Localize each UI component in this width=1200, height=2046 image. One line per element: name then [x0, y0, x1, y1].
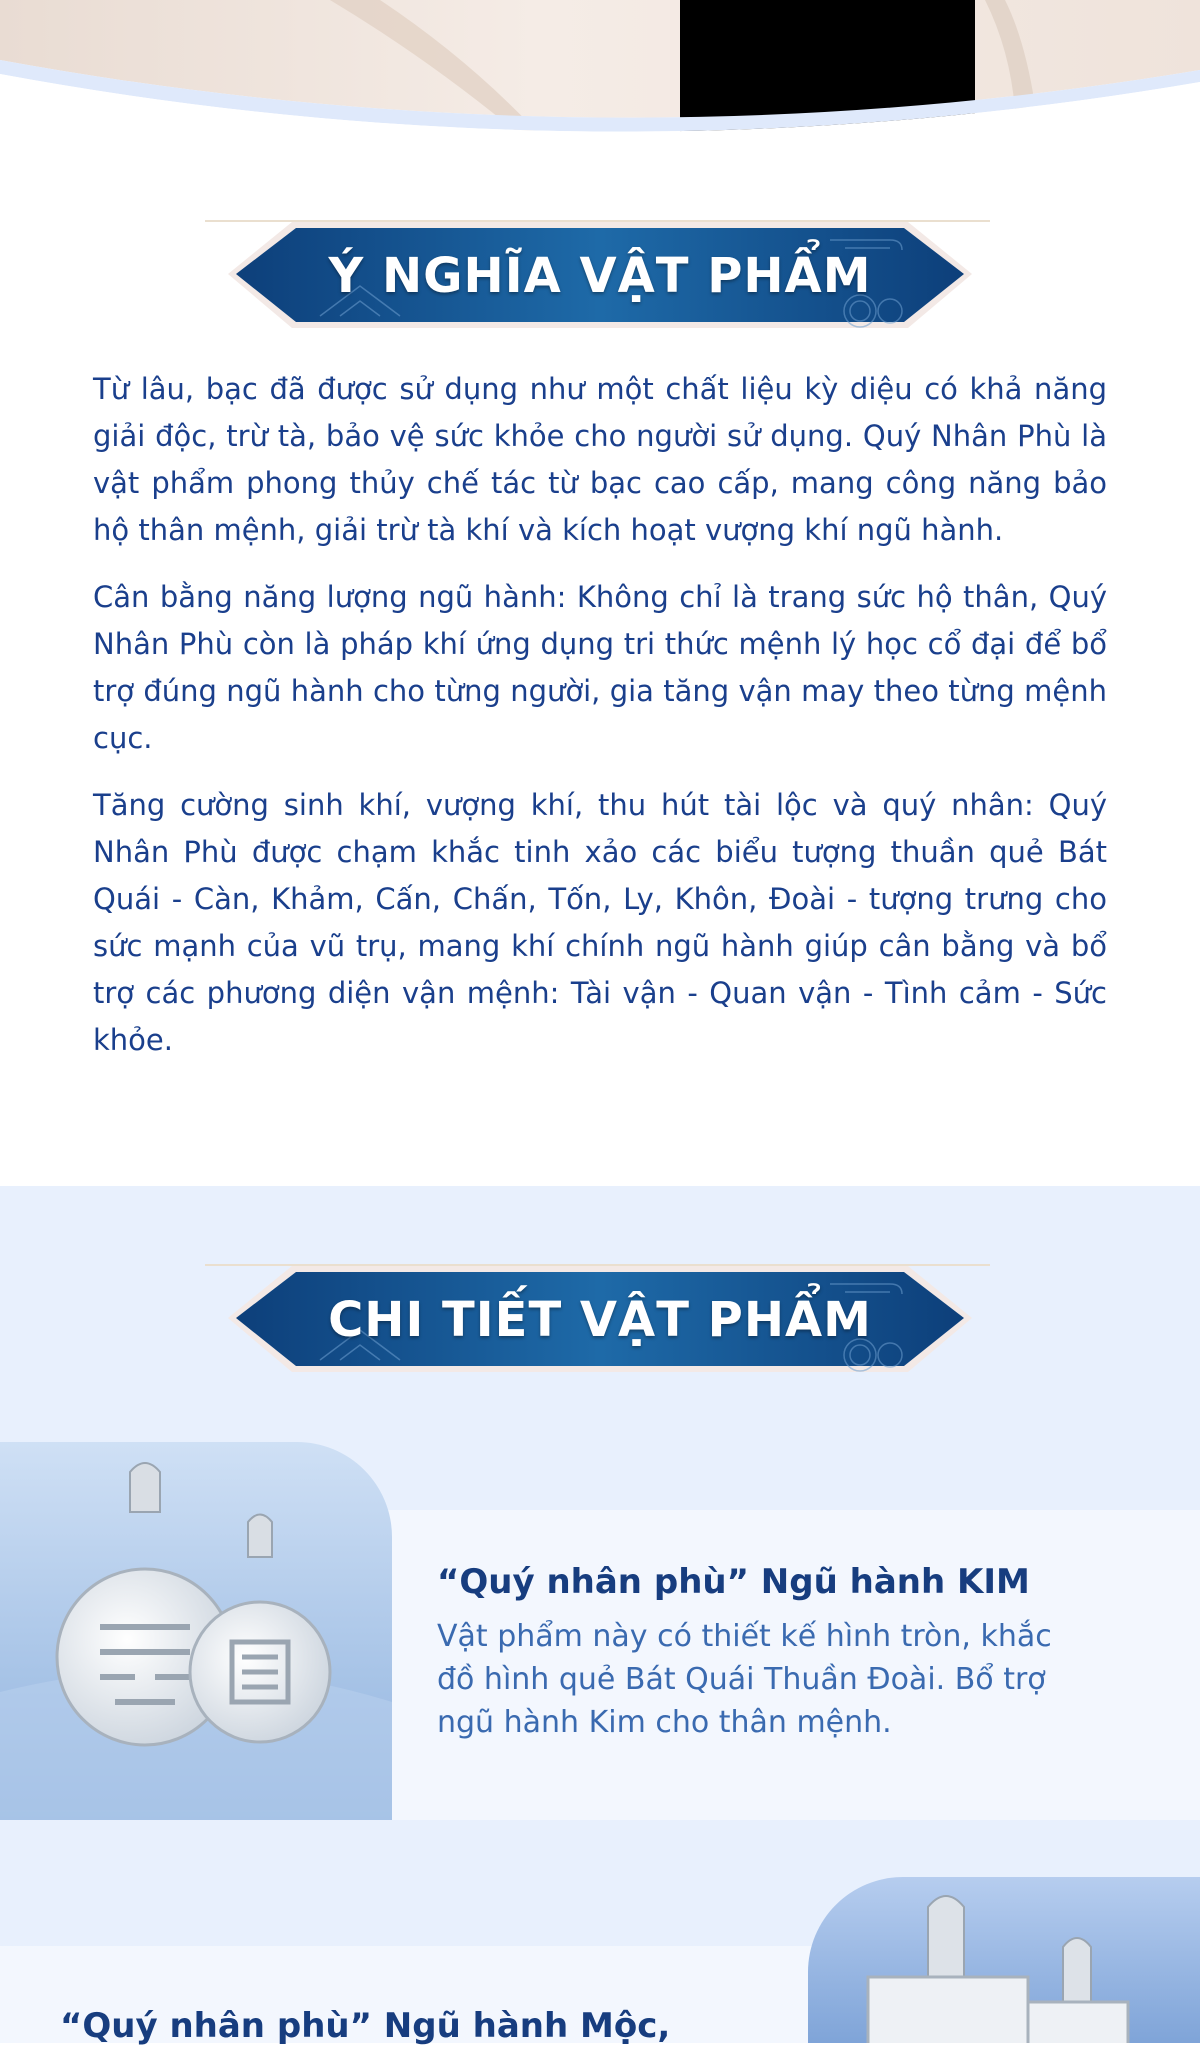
- product-title-kim: “Quý nhân phù” Ngũ hành KIM: [437, 1562, 1030, 1602]
- section-banner-meaning: [0, 216, 1200, 336]
- section-title: Ý NGHĨA VẬT PHẨM: [328, 248, 872, 304]
- product-image-moc: [808, 1877, 1200, 2043]
- product-description-kim: Vật phẩm này có thiết kế hình tròn, khắc đồ hình quẻ Bát Quái Thuần Đoài. Bổ trợ ngũ hành Kim cho thân mệnh.: [437, 1619, 1052, 1740]
- paragraph: Tăng cường sinh khí, vượng khí, thu hút tài lộc và quý nhân: Quý Nhân Phù được chạm khắc tinh xảo các biểu tượng thuần quẻ Bát Quái - Càn, Khảm, Cấn, Chấn, Tốn, Ly, Khôn, Đoài - tượng trưng cho sức mạnh của vũ trụ, mang khí chính ngũ hành giúp cân bằng và bổ trợ các phương diện vận mệnh: Tài vận - Quan vận - Tình cảm - Sức khỏe.: [93, 788, 1107, 1057]
- paragraph: Từ lâu, bạc đã được sử dụng như một chất liệu kỳ diệu có khả năng giải độc, trừ tà, bảo vệ sức khỏe cho người sử dụng. Quý Nhân Phù là vật phẩm phong thủy chế tác từ bạc cao cấp, mang công năng bảo hộ thân mệnh, giải trừ tà khí và kích hoạt vượng khí ngũ hành.: [93, 372, 1107, 547]
- paragraph: Cân bằng năng lượng ngũ hành: Không chỉ là trang sức hộ thân, Quý Nhân Phù còn là pháp khí ứng dụng tri thức mệnh lý học cổ đại để bổ trợ đúng ngũ hành cho từng người, gia tăng vận may theo từng mệnh cục.: [93, 580, 1107, 755]
- section-title: CHI TIẾT VẬT PHẨM: [328, 1292, 872, 1348]
- product-title-moc: “Quý nhân phù” Ngũ hành Mộc,: [60, 2006, 671, 2046]
- meaning-text: [93, 366, 1107, 1084]
- product-image-kim: [0, 1442, 392, 1820]
- hero-image: [0, 0, 1200, 150]
- section-banner-detail: [0, 1260, 1200, 1380]
